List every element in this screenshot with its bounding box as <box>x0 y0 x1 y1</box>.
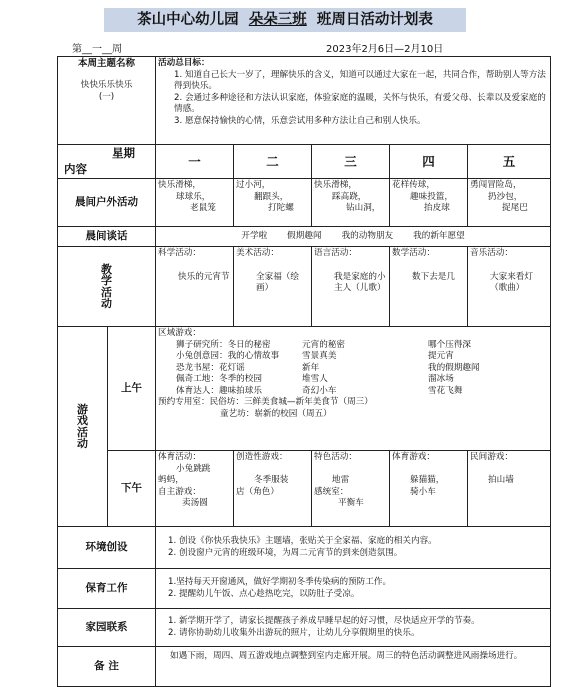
teaching-label: 教 学 活 动 <box>58 247 156 327</box>
environment-item: 2. 创设窗户元宵的班级环境，为周二元宵节的到来创造氛围。 <box>168 547 403 558</box>
art-line: 童艺坊：崭新的校园（周五） <box>220 408 332 419</box>
outdoor-item: 快乐滑梯， <box>158 180 201 190</box>
outdoor-item: 球球乐， <box>176 191 211 202</box>
environment-row <box>58 527 551 569</box>
teaching-cell-tue: 美术活动： 全家福（绘画） <box>234 247 312 327</box>
afternoon-cell-mon: 体育活动： 小兔跳跳 蚂蚂， 自主游戏： 卖汤圆 <box>156 451 234 527</box>
area-title: 区域游戏： <box>158 328 201 338</box>
afternoon-cell-fri: 民间游戏： 拍山墙 <box>468 451 551 527</box>
outdoor-item: 打陀螺 <box>268 203 294 213</box>
outdoor-item: 老鼠笼 <box>190 203 216 213</box>
day-tuesday: 二 <box>234 145 312 179</box>
outdoor-item: 快乐滑梯， <box>314 180 357 190</box>
theme-cell <box>58 57 156 145</box>
talk-item: 开学啦 <box>241 230 268 241</box>
area-item: 溜冰场 <box>428 374 454 384</box>
day-friday: 五 <box>468 145 551 179</box>
goal-item: 2. 会通过多种途径和方法认识家庭，体验家庭的温暖，关怀与快乐，有爱父母、长辈以及爱家庭的情感。 <box>174 92 546 114</box>
title-plan: 班周日活动计划表 <box>316 12 433 28</box>
outdoor-item: 扔沙包， <box>488 191 523 202</box>
area-item: 提元宵 <box>428 351 454 361</box>
care-item: 1.坚持每天开窗通风，做好学期初冬季传染病的预防工作。 <box>168 577 392 587</box>
teaching-cell-thu: 数学活动： 数下去是几 <box>390 247 468 327</box>
environment-cell <box>156 527 551 569</box>
care-item: 2. 提醒幼儿午饭、点心趁热吃完，以防肚子受凉。 <box>168 588 360 599</box>
document-title <box>104 8 466 32</box>
day-monday: 一 <box>156 145 234 179</box>
area-games-cell <box>156 327 551 451</box>
remarks-cell <box>156 647 551 687</box>
week-label: 第__一__周 <box>72 44 122 55</box>
care-row <box>58 569 551 609</box>
area-item: 雪景真美 <box>302 351 337 361</box>
theme-suffix: (一) <box>98 91 115 102</box>
talk-item: 我的动物朋友 <box>341 230 394 241</box>
environment-label: 环境创设 <box>58 527 156 569</box>
area-item: 哪个压得深 <box>428 339 472 350</box>
teaching-cell-wed: 语言活动： 我是家庭的小主人（儿歌） <box>312 247 390 327</box>
area-item: 我的假期趣闻 <box>428 362 480 373</box>
afternoon-cell-tue: 创造性游戏： 冬季服装 店（角色） <box>234 451 312 527</box>
weekly-plan-table <box>57 56 551 687</box>
home-item: 2. 请你协助幼儿收集外出游玩的照片，让幼儿分享假期里的快乐。 <box>168 627 420 638</box>
theme-name: 快快乐乐快乐 <box>80 79 133 90</box>
remarks-label: 备 注 <box>58 647 156 687</box>
theme-row <box>58 57 551 145</box>
outdoor-item: 钻山洞， <box>346 203 381 213</box>
home-row <box>58 609 551 647</box>
outdoor-item: 花样传球， <box>392 180 435 190</box>
remarks-row <box>58 647 551 687</box>
talk-row <box>58 227 551 247</box>
area-item: 雪花飞舞 <box>428 385 463 396</box>
area-item: 狮子研究所：冬日的秘密 <box>176 339 271 350</box>
outdoor-item: 翻跟头， <box>254 191 289 202</box>
games-afternoon-row <box>58 451 551 527</box>
weekday-label: 星期 <box>112 146 136 160</box>
goals-cell <box>156 57 551 145</box>
remarks-text: 如遇下雨，周四、周五游戏地点调整到室内走廊开展。周三的特色活动调整进风雨操场进行。 <box>170 651 523 661</box>
games-label: 游 戏 活 动 <box>58 327 108 527</box>
talk-item: 假期趣闻 <box>287 230 322 241</box>
home-label: 家园联系 <box>58 609 156 647</box>
date-range: 2023年2月6日—2月10日 <box>326 44 444 55</box>
teaching-cell-mon: 科学活动： 快乐的元宵节 <box>156 247 234 327</box>
theme-label: 本周主题名称 <box>78 58 136 69</box>
title-kindergarten: 茶山中心幼儿园 <box>137 12 239 28</box>
environment-item: 1. 创设《你快乐我快乐》主题墙，张贴关于全家福、家庭的相关内容。 <box>168 536 437 546</box>
talk-item: 我的新年愿望 <box>413 230 465 241</box>
area-item: 新年 <box>302 362 320 373</box>
area-item: 小兔创意园：我的心情故事 <box>176 351 280 361</box>
afternoon-cell-thu: 体育游戏： 躲猫猫， 骑小车 <box>390 451 468 527</box>
outdoor-cell-tue <box>234 179 312 227</box>
area-item: 佩奇工地：冬季的校园 <box>176 374 262 384</box>
teaching-row <box>58 247 551 327</box>
talk-label: 晨间谈话 <box>58 227 156 247</box>
outdoor-item: 踩高跷， <box>332 191 367 202</box>
area-games-grid <box>158 340 548 398</box>
outdoor-label: 晨间户外活动 <box>58 179 156 227</box>
title-class: 朵朵三班 <box>248 12 307 28</box>
area-item: 奇幻小车 <box>302 385 337 396</box>
home-item: 1. 新学期开学了，请家长提醒孩子养成早睡早起的好习惯，尽快适应开学的节奏。 <box>168 616 480 626</box>
outdoor-row <box>58 179 551 227</box>
care-cell <box>156 569 551 609</box>
booking-line: 预约专用室：民俗坊：三鲜美食城—新年美食节（周三） <box>158 397 373 407</box>
outdoor-cell-mon <box>156 179 234 227</box>
outdoor-item: 过小河， <box>236 180 271 190</box>
outdoor-cell-thu <box>390 179 468 227</box>
teaching-cell-fri: 音乐活动： 大家来看灯（歌曲） <box>468 247 551 327</box>
outdoor-item: 趣味投篮， <box>410 191 453 202</box>
outdoor-cell-fri <box>468 179 551 227</box>
day-thursday: 四 <box>390 145 468 179</box>
day-wednesday: 三 <box>312 145 390 179</box>
area-item: 体育达人：趣味拍球乐 <box>176 385 262 396</box>
outdoor-cell-wed <box>312 179 390 227</box>
care-label: 保育工作 <box>58 569 156 609</box>
goal-item: 3. 愿意保持愉快的心情，乐意尝试用多种方法让自己和别人快乐。 <box>174 115 426 126</box>
games-morning-row <box>58 327 551 451</box>
outdoor-item: 抬皮球 <box>424 203 450 213</box>
area-item: 堆雪人 <box>302 374 328 384</box>
outdoor-item: 勇闯冒险岛， <box>470 180 522 190</box>
outdoor-item: 捉尾巴 <box>502 203 528 213</box>
weekday-content-header <box>58 145 156 179</box>
weekday-header-row <box>58 145 551 179</box>
goals-label: 活动总目标： <box>158 58 210 68</box>
goal-item: 1. 知道自己长大一岁了，理解快乐的含义，知道可以通过大家在一起，共同合作，帮助别人等方法得到快乐。 <box>174 69 546 91</box>
morning-label: 上午 <box>108 327 156 451</box>
area-item: 恐龙书屋：花灯谣 <box>176 362 245 373</box>
home-cell <box>156 609 551 647</box>
area-item: 元宵的秘密 <box>302 339 346 350</box>
talk-cell <box>156 227 551 247</box>
content-label: 内容 <box>64 161 87 176</box>
afternoon-label: 下午 <box>108 451 156 527</box>
afternoon-cell-wed: 特色活动： 地雷 感统室： 平衡车 <box>312 451 390 527</box>
